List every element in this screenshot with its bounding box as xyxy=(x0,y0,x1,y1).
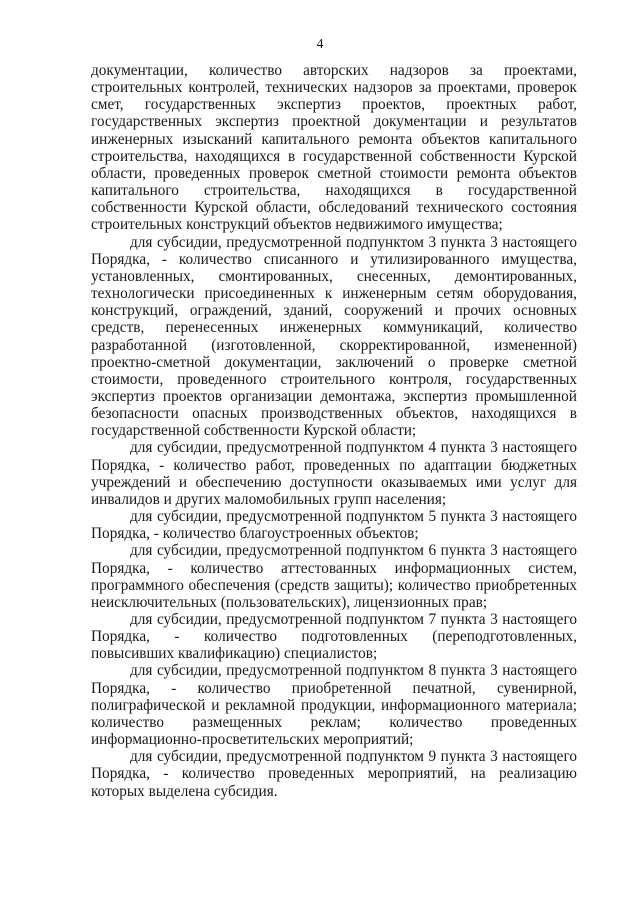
paragraph-subsidy-8: для субсидии, предусмотренной подпунктом 8 пункта 3 настоящего Порядка, - количество приобретенной печатной, сувенирной, полиграфической и рекламной продукции, информационного материала; количество размещенных реклам; количество проведенных информационно-просветительских мероприятий; xyxy=(91,662,577,749)
paragraph-subsidy-4: для субсидии, предусмотренной подпунктом 4 пункта 3 настоящего Порядка, - количество работ, проведенных по адаптации бюджетных учреждений и обеспечению доступности оказываемых ими услуг для инвалидов и других маломобильных групп населения; xyxy=(91,439,577,508)
page-number: 4 xyxy=(316,37,324,52)
paragraph-subsidy-7: для субсидии, предусмотренной подпунктом 7 пункта 3 настоящего Порядка, - количество подготовленных (переподготовленных, повысивших квалификацию) специалистов; xyxy=(91,611,577,663)
document-body xyxy=(91,62,577,800)
paragraph-continuation: документации, количество авторских надзоров за проектами, строительных контролей, технических надзоров за проектами, проверок смет, государственных экспертиз проектов, проектных работ, государственных экспертиз проектной документации и результатов инженерных изысканий капитального ремонта объектов капитального строительства, находящихся в государственной собственности Курской области, проведенных проверок сметной стоимости ремонта объектов капитального строительства, находящихся в государственной собственности Курской области, обследований технического состояния строительных конструкций объектов недвижимого имущества; xyxy=(91,62,577,234)
paragraph-subsidy-3: для субсидии, предусмотренной подпунктом 3 пункта 3 настоящего Порядка, - количество списанного и утилизированного имущества, установленных, смонтированных, снесенных, демонтированных, технологически присоединенных к инженерным сетям оборудования, конструкций, ограждений, зданий, сооружений и прочих основных средств, перенесенных инженерных коммуникаций, количество разработанной (изготовленной, скорректированной, измененной) проектно-сметной документации, заключений о проверке сметной стоимости, проведенного строительного контроля, государственных экспертиз проектов организации демонтажа, экспертиз промышленной безопасности опасных производственных объектов, находящихся в государственной собственности Курской области; xyxy=(91,233,577,440)
paragraph-subsidy-6: для субсидии, предусмотренной подпунктом 6 пункта 3 настоящего Порядка, - количество аттестованных информационных систем, программного обеспечения (средств защиты); количество приобретенных неисключительных (пользовательских), лицензионных прав; xyxy=(91,542,577,611)
paragraph-subsidy-9: для субсидии, предусмотренной подпунктом 9 пункта 3 настоящего Порядка, - количество проведенных мероприятий, на реализацию которых выделена субсидия. xyxy=(91,748,577,800)
paragraph-subsidy-5: для субсидии, предусмотренной подпунктом 5 пункта 3 настоящего Порядка, - количество благоустроенных объектов; xyxy=(91,508,577,543)
